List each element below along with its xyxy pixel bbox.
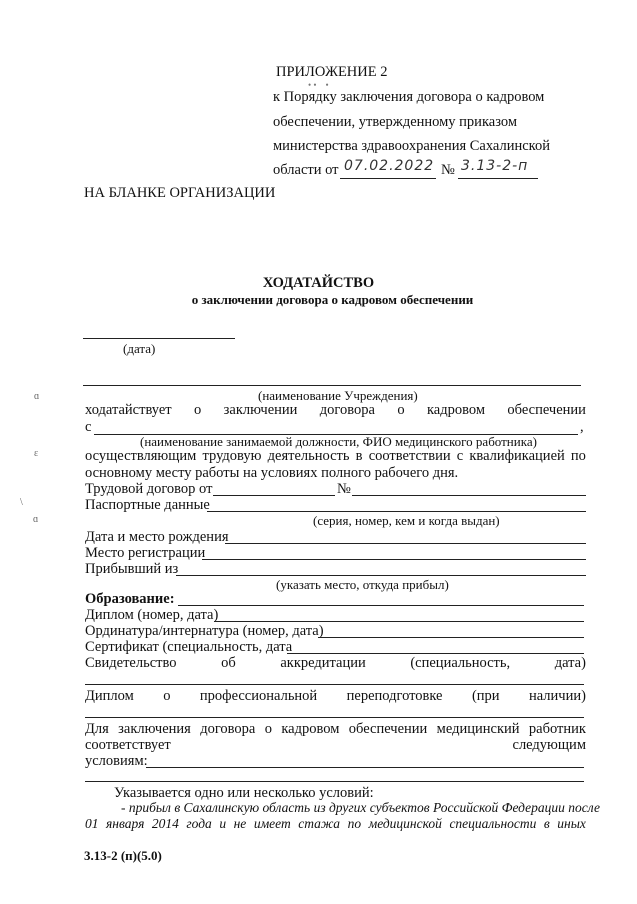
certificate-line — [287, 653, 584, 654]
conclusion-line-1 — [85, 721, 586, 738]
institution-field-line — [83, 385, 581, 386]
condition-word: имеет — [253, 816, 291, 831]
condition-word: 01 — [85, 816, 99, 831]
conclusion-word: договора — [200, 721, 256, 737]
registration-label: Место регистрации — [85, 545, 206, 561]
retraining-line-blank — [85, 717, 584, 718]
contract-label: Трудовой договор от — [85, 481, 213, 497]
document-subtitle: о заключении договора о кадровом обеспечении — [191, 292, 474, 307]
condition-word: иных — [557, 816, 586, 831]
appendix-number-label: № — [441, 162, 455, 178]
birth-label: Дата и место рождения — [85, 529, 229, 545]
work-line-2: основному месту работы на условиях полного рабочего дня. — [85, 465, 459, 481]
work-word: трудовую — [202, 448, 262, 464]
scan-mark: ɑ — [34, 391, 40, 402]
date-caption: (дата) — [123, 341, 156, 356]
number-underline — [458, 178, 538, 179]
residency-line — [318, 637, 584, 638]
accreditation-line-blank — [85, 684, 584, 685]
appendix-line-3: министерства здравоохранения Сахалинской — [273, 138, 551, 154]
date-field-line — [83, 338, 235, 339]
accreditation-word: (специальность, — [410, 655, 511, 671]
condition-word: января — [106, 816, 145, 831]
diploma-line — [214, 621, 584, 622]
institution-caption: (наименование Учреждения) — [258, 388, 418, 403]
conditions-line — [146, 767, 584, 768]
date-underline — [340, 178, 436, 179]
scan-dots: • • • — [308, 80, 329, 90]
appendix-line-2: обеспечении, утвержденному приказом — [273, 114, 517, 130]
arrived-label: Прибывший из — [85, 561, 179, 577]
condition-1-line-2 — [85, 816, 586, 832]
position-caption: (наименование занимаемой должности, ФИО медицинского работника) — [140, 434, 537, 449]
contract-number-label: № — [337, 481, 351, 497]
handwritten-number: 3.13-2-п — [461, 158, 529, 174]
certificate-label: Сертификат (специальность, дата — [85, 639, 293, 655]
accreditation-word: дата) — [554, 655, 586, 671]
conclusion-word: работник — [528, 721, 586, 737]
work-word: осуществляющим — [85, 448, 197, 464]
petition-word: ходатайствует — [85, 402, 172, 418]
condition-1-line-1: - прибыл в Сахалинскую область из других субъектов Российской Федерации после — [121, 800, 600, 815]
scan-mark: \ — [20, 497, 23, 508]
conditions-label: условиям: — [85, 753, 148, 769]
document-title: ХОДАТАЙСТВО — [262, 275, 375, 291]
accreditation-word: аккредитации — [280, 655, 366, 671]
footer-code: 3.13-2 (п)(5.0) — [84, 848, 162, 863]
work-word: квалификацией — [469, 448, 565, 464]
diploma-label: Диплом (номер, дата) — [85, 607, 219, 623]
conditions-note: Указывается одно или несколько условий: — [114, 785, 374, 801]
condition-word: в — [543, 816, 550, 831]
birth-line — [225, 543, 586, 544]
passport-caption: (серия, номер, кем и когда выдан) — [313, 513, 500, 528]
accreditation-line — [85, 655, 586, 672]
conclusion-word: заключения — [118, 721, 191, 737]
passport-label: Паспортные данные — [85, 497, 210, 513]
with-suffix: , — [580, 419, 584, 435]
retraining-word: профессиональной — [199, 688, 318, 704]
retraining-word: (при — [471, 688, 500, 704]
appendix-line-4-prefix: области от — [273, 162, 339, 178]
appendix-title: ПРИЛОЖЕНИЕ 2 — [276, 64, 388, 80]
condition-word: специальности — [449, 816, 537, 831]
retraining-word: Диплом — [85, 688, 134, 704]
passport-line — [207, 511, 586, 512]
education-label: Образование: — [85, 591, 175, 607]
retraining-word: переподготовке — [346, 688, 443, 704]
conclusion-line-2 — [85, 737, 586, 754]
accreditation-word: об — [221, 655, 236, 671]
petition-word: заключении — [223, 402, 298, 418]
work-word: по — [570, 448, 586, 464]
petition-word: о — [194, 402, 202, 418]
petition-word: договора — [319, 402, 375, 418]
with-prefix: с — [85, 419, 92, 435]
arrived-line — [176, 575, 586, 576]
condition-word: по — [347, 816, 362, 831]
condition-word: медицинской — [368, 816, 442, 831]
work-word: деятельность — [267, 448, 350, 464]
conclusion-word: медицинский — [436, 721, 520, 737]
work-line-1 — [85, 448, 586, 465]
condition-word: не — [233, 816, 247, 831]
residency-label: Ординатура/интернатура (номер, дата) — [85, 623, 324, 639]
arrived-caption: (указать место, откуда прибыл) — [276, 577, 449, 592]
conclusion-word: соответствует — [85, 737, 171, 753]
letterhead-label: НА БЛАНКЕ ОРГАНИЗАЦИИ — [84, 185, 276, 201]
retraining-line — [85, 688, 586, 705]
conclusion-word: обеспечении — [348, 721, 428, 737]
scan-mark: ɛ — [34, 448, 39, 459]
condition-word: 2014 — [151, 816, 179, 831]
petition-word: кадровом — [426, 402, 486, 418]
condition-word: года — [186, 816, 212, 831]
conclusion-word: следующим — [512, 737, 586, 753]
conclusion-word: о — [264, 721, 272, 737]
education-line — [178, 605, 584, 606]
work-word: с — [456, 448, 464, 464]
appendix-line-1: к Порядку заключения договора о кадровом — [273, 89, 545, 105]
handwritten-date: 07.02.2022 — [344, 158, 435, 174]
retraining-word: наличии) — [528, 688, 586, 704]
petition-word: о — [397, 402, 405, 418]
conclusion-word: кадровом — [281, 721, 340, 737]
scan-mark: ɑ — [33, 514, 39, 525]
retraining-word: о — [163, 688, 171, 704]
work-word: соответствии — [368, 448, 451, 464]
condition-word: стажа — [298, 816, 341, 831]
work-word: в — [355, 448, 363, 464]
petition-word: обеспечении — [507, 402, 586, 418]
condition-word: и — [219, 816, 227, 831]
conditions-line-2 — [85, 781, 584, 782]
accreditation-word: Свидетельство — [85, 655, 177, 671]
petition-line — [85, 402, 586, 419]
contract-date-line — [213, 495, 335, 496]
registration-line — [202, 559, 586, 560]
conclusion-word: Для — [85, 721, 109, 737]
contract-number-line — [352, 495, 586, 496]
